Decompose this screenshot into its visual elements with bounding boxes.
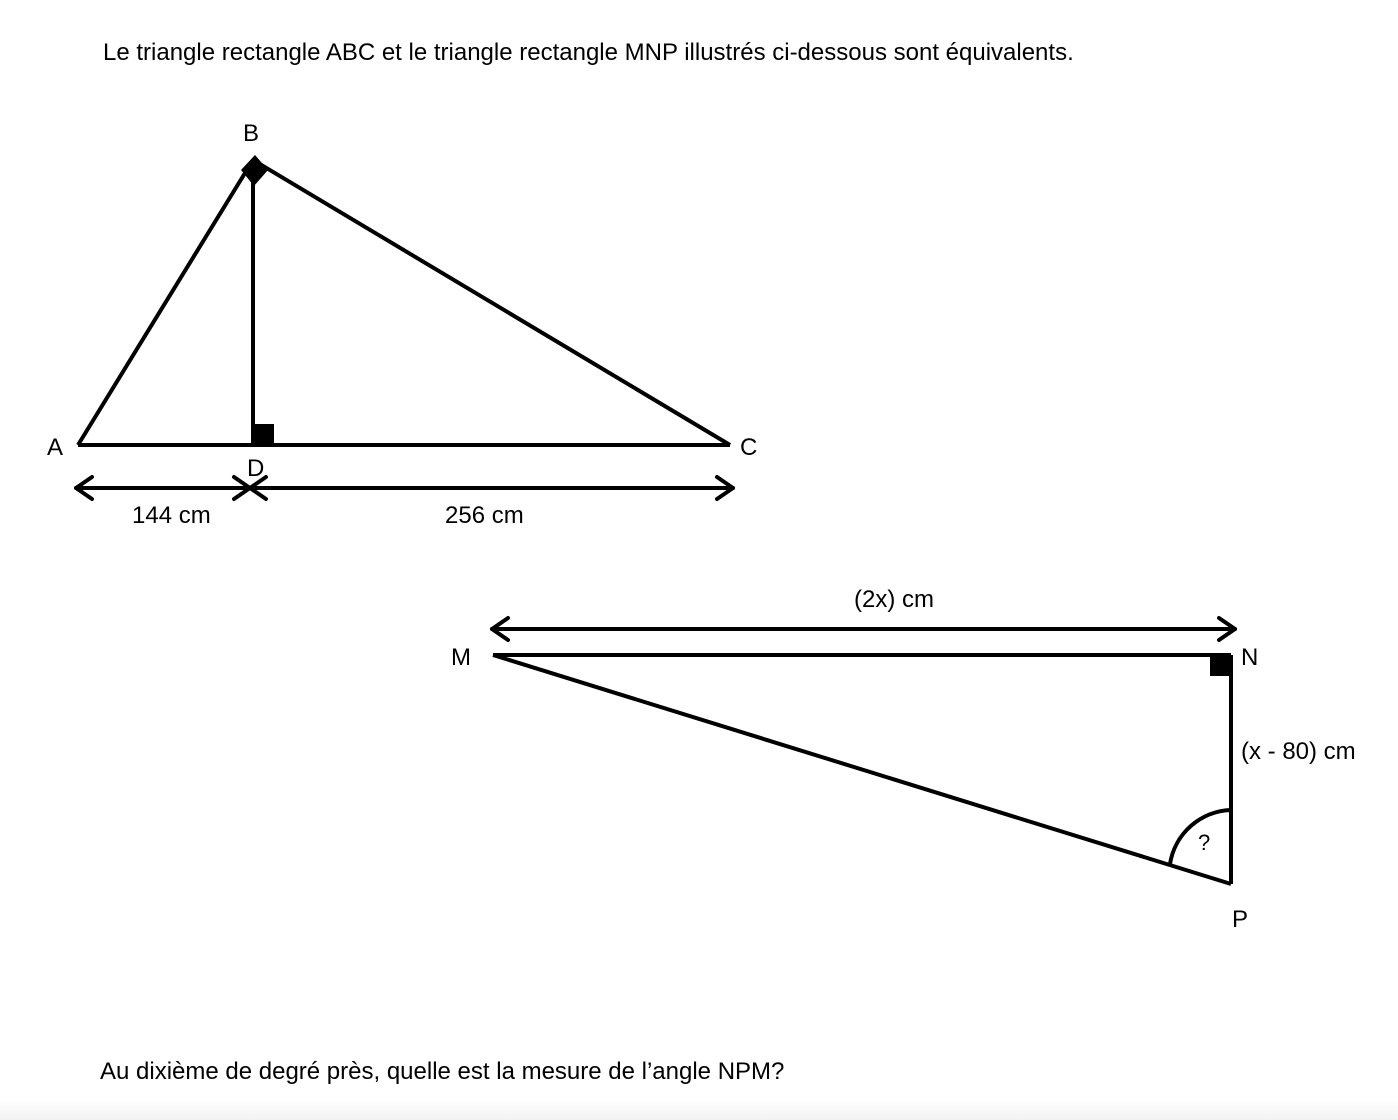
question-text: Au dixième de degré près, quelle est la mesure de l’angle NPM? bbox=[100, 1058, 785, 1085]
right-angle-mark-d bbox=[253, 424, 274, 445]
side-mp bbox=[493, 655, 1231, 884]
triangle-mnp bbox=[493, 655, 1231, 884]
measure-dc: 256 cm bbox=[445, 502, 524, 529]
dimension-arrows-abc bbox=[76, 477, 733, 499]
side-ab bbox=[78, 160, 253, 445]
vertex-label-b: B bbox=[243, 120, 260, 147]
vertex-label-m: M bbox=[451, 644, 471, 671]
vertex-label-n: N bbox=[1241, 644, 1259, 671]
vertex-label-c: C bbox=[740, 434, 758, 461]
right-angle-mark-n bbox=[1210, 655, 1231, 676]
angle-unknown-mark: ? bbox=[1198, 830, 1211, 855]
vertex-label-d: D bbox=[247, 455, 265, 482]
measure-mn: (2x) cm bbox=[854, 586, 934, 613]
side-bc bbox=[253, 160, 730, 445]
dimension-arrow-mn bbox=[492, 618, 1235, 640]
page-bottom-edge bbox=[0, 1100, 1398, 1120]
triangle-abc bbox=[78, 160, 730, 445]
measure-np: (x - 80) cm bbox=[1241, 738, 1356, 765]
vertex-label-p: P bbox=[1232, 906, 1249, 933]
measure-ad: 144 cm bbox=[132, 502, 211, 529]
right-angle-mark-b bbox=[241, 155, 268, 186]
vertex-label-a: A bbox=[47, 434, 64, 461]
problem-statement: Le triangle rectangle ABC et le triangle rectangle MNP illustrés ci-dessous sont équivalents. bbox=[103, 39, 1074, 66]
